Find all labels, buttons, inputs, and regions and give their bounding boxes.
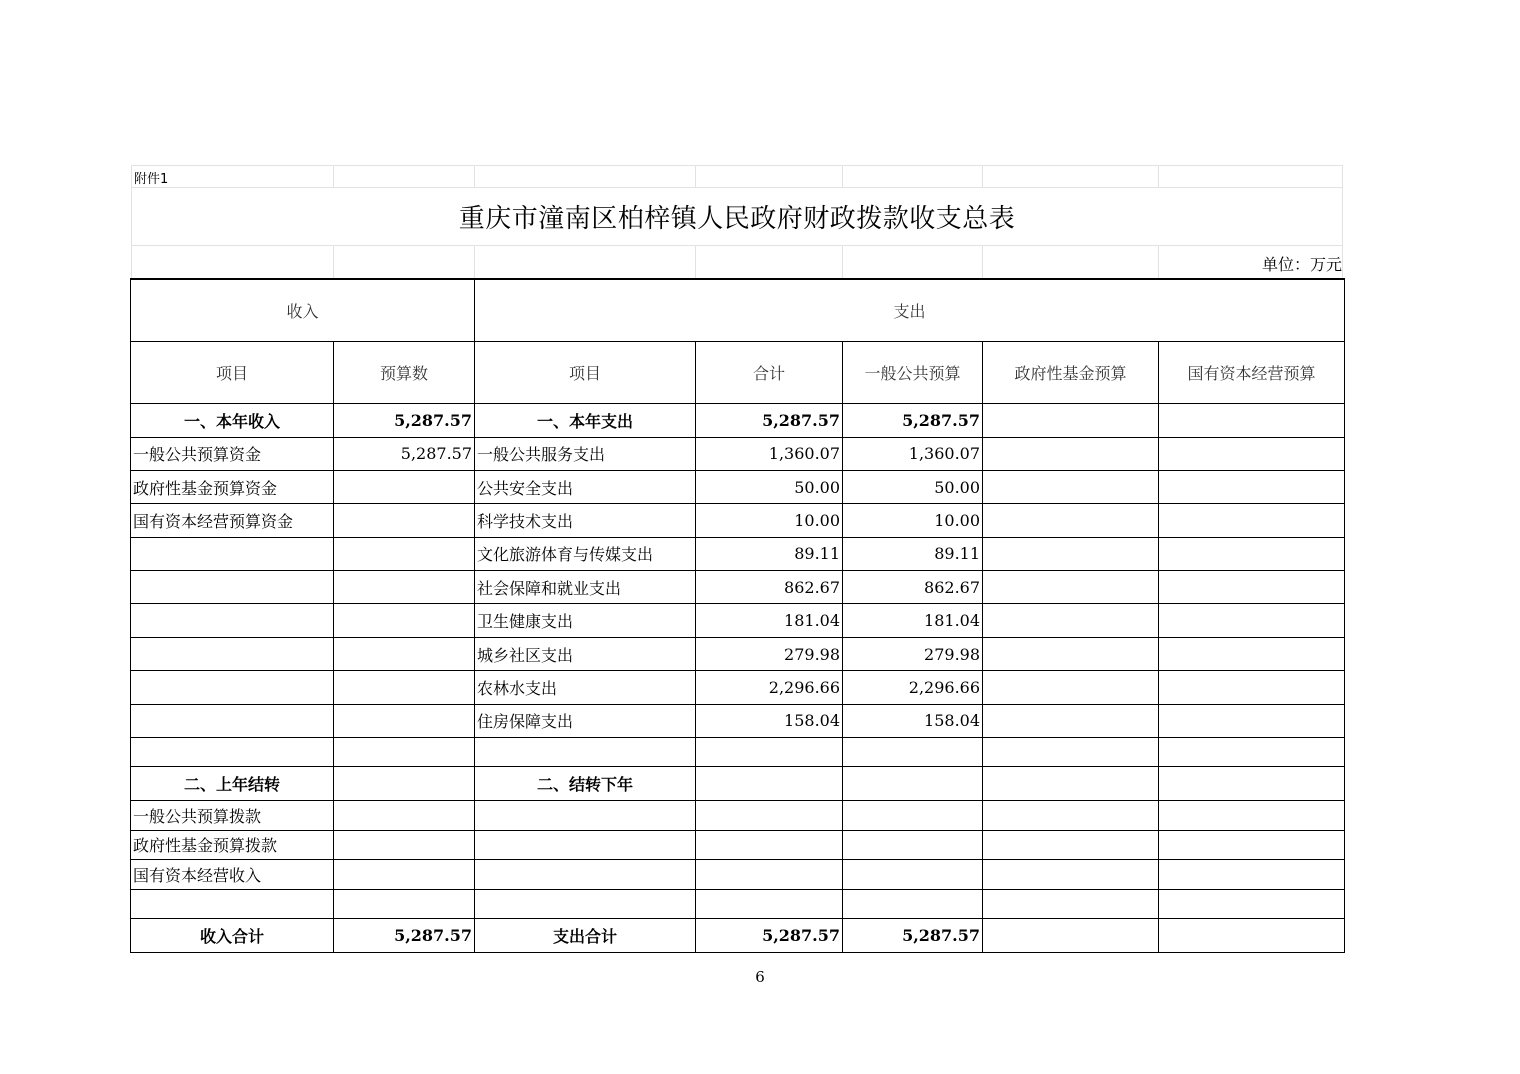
table-row <box>131 767 1345 801</box>
general-budget-cell: 2,296.66 <box>843 671 983 704</box>
general-budget-cell: 181.04 <box>843 604 983 637</box>
expense-item-cell: 卫生健康支出 <box>475 604 696 637</box>
general-budget-cell: 279.98 <box>843 637 983 670</box>
total-cell: 279.98 <box>696 637 843 670</box>
state-capital-cell <box>1159 738 1345 767</box>
income-budget-cell <box>334 738 475 767</box>
col-total: 合计 <box>696 341 843 403</box>
table-row <box>131 889 1345 919</box>
expense-item-cell: 住房保障支出 <box>475 704 696 737</box>
total-cell <box>696 889 843 919</box>
gov-fund-cell <box>983 403 1159 437</box>
gov-fund-cell <box>983 801 1159 831</box>
total-cell: 862.67 <box>696 571 843 604</box>
total-cell: 158.04 <box>696 704 843 737</box>
state-capital-cell <box>1159 637 1345 670</box>
state-capital-cell <box>1159 801 1345 831</box>
col-state-capital-budget: 国有资本经营预算 <box>1159 341 1345 403</box>
income-budget-cell <box>334 860 475 890</box>
total-cell: 89.11 <box>696 537 843 570</box>
table-row <box>131 571 1345 604</box>
gov-fund-cell <box>983 537 1159 570</box>
col-general-budget: 一般公共预算 <box>843 341 983 403</box>
expense-item-cell: 一、本年支出 <box>475 403 696 437</box>
state-capital-cell <box>1159 571 1345 604</box>
expense-item-cell: 城乡社区支出 <box>475 637 696 670</box>
state-capital-cell <box>1159 470 1345 503</box>
income-item-cell <box>131 537 334 570</box>
expense-item-cell: 支出合计 <box>475 919 696 953</box>
table-row <box>131 470 1345 503</box>
table-row <box>131 738 1345 767</box>
col-gov-fund-budget: 政府性基金预算 <box>983 341 1159 403</box>
income-item-cell: 国有资本经营预算资金 <box>131 504 334 537</box>
income-budget-cell <box>334 671 475 704</box>
state-capital-cell <box>1159 830 1345 860</box>
expense-item-cell: 社会保障和就业支出 <box>475 571 696 604</box>
income-item-cell <box>131 889 334 919</box>
general-budget-cell: 1,360.07 <box>843 437 983 470</box>
general-budget-cell: 10.00 <box>843 504 983 537</box>
expense-group-header: 支出 <box>475 279 1345 341</box>
unit-label: 单位：万元 <box>1261 255 1342 274</box>
table-row <box>131 504 1345 537</box>
income-item-cell <box>131 738 334 767</box>
table-row <box>131 671 1345 704</box>
table-row <box>131 537 1345 570</box>
document-title: 重庆市潼南区柏梓镇人民政府财政拨款收支总表 <box>458 204 1016 234</box>
expense-item-cell <box>475 801 696 831</box>
table-row <box>131 604 1345 637</box>
expense-item-cell: 农林水支出 <box>475 671 696 704</box>
gov-fund-cell <box>983 637 1159 670</box>
general-budget-cell <box>843 830 983 860</box>
general-budget-cell: 5,287.57 <box>843 919 983 953</box>
expense-item-cell: 文化旅游体育与传媒支出 <box>475 537 696 570</box>
gov-fund-cell <box>983 919 1159 953</box>
income-budget-cell <box>334 504 475 537</box>
gov-fund-cell <box>983 860 1159 890</box>
income-item-cell <box>131 671 334 704</box>
income-budget-cell: 5,287.57 <box>334 403 475 437</box>
total-cell <box>696 801 843 831</box>
income-budget-cell <box>334 830 475 860</box>
income-item-cell <box>131 604 334 637</box>
table-row <box>131 919 1345 953</box>
col-income-budget: 预算数 <box>334 341 475 403</box>
gov-fund-cell <box>983 470 1159 503</box>
income-item-cell: 一般公共预算资金 <box>131 437 334 470</box>
gov-fund-cell <box>983 830 1159 860</box>
income-item-cell <box>131 704 334 737</box>
income-budget-cell <box>334 801 475 831</box>
income-budget-cell <box>334 767 475 801</box>
state-capital-cell <box>1159 919 1345 953</box>
state-capital-cell <box>1159 767 1345 801</box>
income-item-cell: 政府性基金预算拨款 <box>131 830 334 860</box>
state-capital-cell <box>1159 889 1345 919</box>
state-capital-cell <box>1159 504 1345 537</box>
general-budget-cell: 89.11 <box>843 537 983 570</box>
income-item-cell: 一、本年收入 <box>131 403 334 437</box>
expense-item-cell: 科学技术支出 <box>475 504 696 537</box>
col-income-item: 项目 <box>131 341 334 403</box>
table-row <box>131 437 1345 470</box>
table-row <box>131 860 1345 890</box>
income-item-cell: 国有资本经营收入 <box>131 860 334 890</box>
income-budget-cell <box>334 470 475 503</box>
expense-item-cell <box>475 830 696 860</box>
gov-fund-cell <box>983 604 1159 637</box>
gov-fund-cell <box>983 437 1159 470</box>
total-cell: 5,287.57 <box>696 919 843 953</box>
income-budget-cell <box>334 704 475 737</box>
state-capital-cell <box>1159 704 1345 737</box>
general-budget-cell: 5,287.57 <box>843 403 983 437</box>
gov-fund-cell <box>983 704 1159 737</box>
income-budget-cell <box>334 571 475 604</box>
income-item-cell: 二、上年结转 <box>131 767 334 801</box>
gov-fund-cell <box>983 889 1159 919</box>
general-budget-cell: 50.00 <box>843 470 983 503</box>
income-group-header: 收入 <box>131 279 475 341</box>
table-row <box>131 403 1345 437</box>
total-cell <box>696 738 843 767</box>
gov-fund-cell <box>983 671 1159 704</box>
general-budget-cell: 158.04 <box>843 704 983 737</box>
state-capital-cell <box>1159 671 1345 704</box>
income-budget-cell <box>334 637 475 670</box>
income-budget-cell <box>334 889 475 919</box>
state-capital-cell <box>1159 537 1345 570</box>
general-budget-cell <box>843 738 983 767</box>
state-capital-cell <box>1159 604 1345 637</box>
group-header-row <box>131 279 1345 341</box>
page-number: 6 <box>755 968 765 986</box>
income-budget-cell <box>334 537 475 570</box>
general-budget-cell: 862.67 <box>843 571 983 604</box>
budget-body <box>131 403 1345 953</box>
total-cell: 2,296.66 <box>696 671 843 704</box>
state-capital-cell <box>1159 860 1345 890</box>
total-cell: 5,287.57 <box>696 403 843 437</box>
income-budget-cell <box>334 604 475 637</box>
gov-fund-cell <box>983 738 1159 767</box>
income-item-cell: 一般公共预算拨款 <box>131 801 334 831</box>
total-cell: 10.00 <box>696 504 843 537</box>
income-item-cell <box>131 571 334 604</box>
income-budget-cell: 5,287.57 <box>334 919 475 953</box>
table-row <box>131 830 1345 860</box>
income-item-cell: 政府性基金预算资金 <box>131 470 334 503</box>
column-header-row <box>131 341 1345 403</box>
total-cell: 181.04 <box>696 604 843 637</box>
expense-item-cell <box>475 738 696 767</box>
general-budget-cell <box>843 801 983 831</box>
gov-fund-cell <box>983 571 1159 604</box>
expense-item-cell: 一般公共服务支出 <box>475 437 696 470</box>
general-budget-cell <box>843 860 983 890</box>
total-cell: 1,360.07 <box>696 437 843 470</box>
total-cell <box>696 767 843 801</box>
income-item-cell: 收入合计 <box>131 919 334 953</box>
gov-fund-cell <box>983 504 1159 537</box>
table-row <box>131 801 1345 831</box>
state-capital-cell <box>1159 437 1345 470</box>
total-cell <box>696 860 843 890</box>
expense-item-cell: 公共安全支出 <box>475 470 696 503</box>
total-cell: 50.00 <box>696 470 843 503</box>
budget-table <box>130 278 1345 953</box>
expense-item-cell: 二、结转下年 <box>475 767 696 801</box>
table-row <box>131 704 1345 737</box>
general-budget-cell <box>843 767 983 801</box>
gov-fund-cell <box>983 767 1159 801</box>
income-item-cell <box>131 637 334 670</box>
attachment-label: 附件1 <box>134 172 169 187</box>
expense-item-cell <box>475 860 696 890</box>
expense-item-cell <box>475 889 696 919</box>
income-budget-cell: 5,287.57 <box>334 437 475 470</box>
general-budget-cell <box>843 889 983 919</box>
table-row <box>131 637 1345 670</box>
col-expense-item: 项目 <box>475 341 696 403</box>
state-capital-cell <box>1159 403 1345 437</box>
total-cell <box>696 830 843 860</box>
